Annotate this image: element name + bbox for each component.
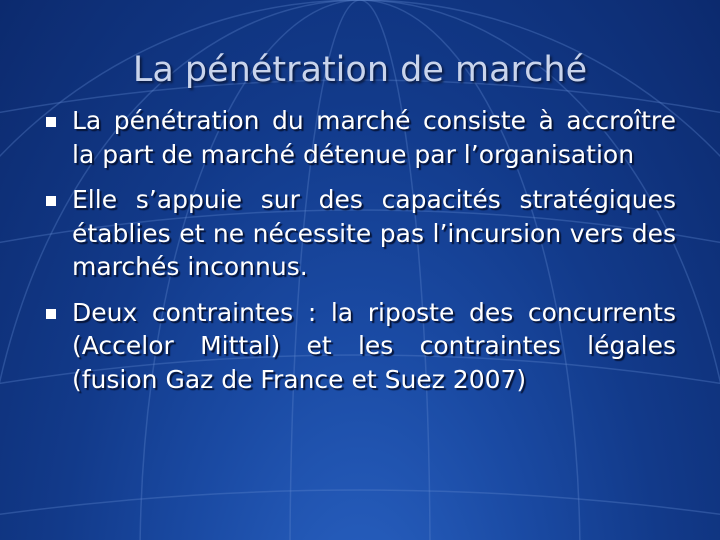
- bullet-text: Deux contraintes : la riposte des concurrents (Accelor Mittal) et les contraintes légales (fusion Gaz de France et Suez 2007): [72, 297, 676, 394]
- bullet-item: [44, 296, 676, 397]
- bullet-text: Elle s’appuie sur des capacités stratégiques établies et ne nécessite pas l’incursion vers des marchés inconnus.: [72, 185, 676, 281]
- square-bullet-icon: [46, 309, 56, 319]
- bullet-list: [44, 104, 676, 408]
- slide-title: La pénétration de marché: [132, 50, 588, 90]
- bullet-text: La pénétration du marché consiste à accroître la part de marché détenue par l’organisation: [72, 106, 676, 169]
- square-bullet-icon: [46, 117, 56, 127]
- bullet-item: [44, 104, 676, 171]
- square-bullet-icon: [46, 196, 56, 206]
- bullet-item: [44, 183, 676, 284]
